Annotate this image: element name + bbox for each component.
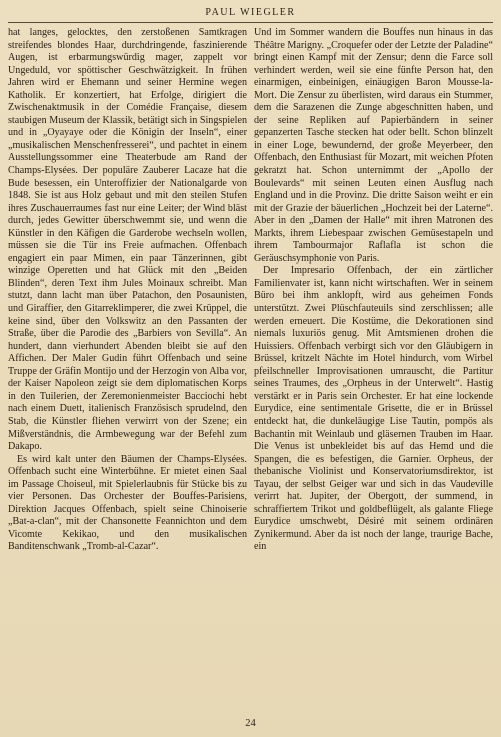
left-column: [8, 27, 247, 709]
paragraph: Es wird kalt unter den Bäumen der Champs-Elysées. Offenbach sucht eine Winterbühne. Er mietet einen Saal im Passage Choiseul, mit Spielerlaubnis für Stücke bis zu vier Personen. Das Orchester der Bouffes-Parisiens, Direktion Jacques Offenbach, spielt seine Chinoiserie „Bat-a-clan“, mit der Chansonette Feannichton und dem Vicomte Kekikao, und den musikalischen Banditenschwank „Tromb-al-Cazar“.: [8, 453, 247, 553]
right-column: [254, 27, 493, 709]
paragraph: Der Impresario Offenbach, der ein zärtlicher Familienvater ist, kann nicht wirtschaften. Wer in seinem Büro bei ihm anklopft, wird aus geheimen Fonds unterstützt. Zwei Plüschfauteuils sind zerschlissen; alle werden erneuert. Die Kostüme, die Dekorationen sind niemals luxuriös genug. Mit Amtsmienen drohen die Huissiers. Offenbach verbirgt sich vor den Gläubigern in Brüssel, kritzelt Nächte im Hotel hindurch, vom Wirbel pfeilschneller Improvisationen umrauscht, die Partitur seines Traumes, des „Orpheus in der Unterwelt“. Hastig verstärkt er in Paris sein Orchester. Er hat eine lockende Eurydice, eine sentimentale Grisette, die er in Brüssel entdeckt hat, die dunkeläugige Lise Tautin, pompös als Bachantin mit Weinlaub und gläsernen Trauben im Haar. Die Venus ist unbekleidet bis auf das Hemd und die Spangen, die es befestigen, die Garnier. Orpheus, der thebanische Violinist und Konservatoriumsdirektor, ist Tayau, der selbst Geiger war und sich in das Vaudeville verirrt hat. Jupiter, der Obergott, der summend, in schraffiertem Trikot und goldbeflügelt, als galante Fliege Eurydice umschwebt, Désiré mit seinem ordinären Zynikermund. Aber da ist noch der lange, traurige Bache, ein: [254, 265, 493, 553]
paragraph: Und im Sommer wandern die Bouffes nun hinaus in das Théâtre Marigny. „Croquefer oder der Letzte der Paladine“ bringt einen Kampf mit der Zensur; denn die Farce soll verhindert werden, weil sie eine fünfte Person hat, den einarmigen, einbeinigen, einäugigen Baron Mousse-la-Mort. Die Zensur zu überlisten, wird daraus ein Stummer, dem die Sarazenen die Zunge abgeschnitten haben, und der seine Repliken auf Papierbändern in seiner gepanzerten Tasche stecken hat oder bellt. Schon blinzelt in einer Loge, bewundernd, der große Meyerbeer, den Offenbach, den Enthusiast für Mozart, mit weichen Pfoten gekratzt hat. Schon unternimmt der „Apollo der Boulevards“ mit seinen Leuten einen Ausflug nach England und in die Provinz. Die dritte Saison weiht er ein mit der Grazie der bäuerlichen „Hochzeit bei der Laterne“. Aber in den „Damen der Halle“ mit ihren Matronen des Markts, ihrem Liebespaar zwischen Gemüsestapeln und ihrem Tambourmajor Raflafla ist schon die Geräuschsymphonie von Paris.: [254, 27, 493, 264]
paragraph: hat langes, gelocktes, den zerstoßenen Samtkragen streifendes blondes Haar, durchdringende, faszinierende Augen, ist erbarmungswürdig mager, zappelt vor Ungeduld, vor spöttischer Geschwätzigkeit. In frühen Jahren wird er Ehemann und seiner Hermine wegen Katholik. Er konzertiert, hat Erfolge, dirigiert die Zwischenaktmusik in der Comédie Française, diesem staubigen Museum der Klassik, betätigt sich in Singspielen und in „Oyayaye oder die Königin der Inseln“, einer „musikalischen Menschenfresserei“, und pachtet in einem Ausstellungssommer eine Theaterbude am Rand der Champs-Elysées. Der populäre Zauberer Lacaze hat die Bude besessen, ein Unteroffizier der Nationalgarde von 1848. Sie ist aus Holz gebaut und mit den steilen Stufen ihres Zuschauerraumes fast nur eine Leiter; der Wind bläst durch, jedes Gewitter überschwemmt sie, und wenn die Künstler in den Käfigen die Garderobe wechseln wollen, müssen sie die Tür ins Freie aufmachen. Offenbach engagiert ein paar Mimen, ein paar Tänzerinnen, gibt winzige Operetten und hat Glück mit den „Beiden Blinden“, deren Text ihm Jules Moinaux schreibt. Man stutzt, dann lacht man über Patachon, den Posaunisten, und Giraffier, den Gitarreklimperer, die zwei Krüppel, die keine sind, über den Volkswitz an den Passanten der Straße, über die Parodie des „Barbiers von Sevilla“. An hundert, dann vierhundert Abenden bleibt sie auf den Affichen. Der Maler Gudin führt Offenbach und seine Truppe der Gräfin Montijo und der Herzogin von Alba vor, der Kaiser Napoleon zeigt sie dem diplomatischen Korps in den Tuilerien, der Zeremonienmeister Bacciochi hebt nach einem Duett, italienisch Französisch sprudelnd, den Stab, die Künstler fliehen verwirrt von der Szene; ein Mißverständnis, die Armbewegung war der Befehl zum Dakapo.: [8, 27, 247, 453]
header-rule: [8, 22, 493, 23]
page-number: 24: [245, 718, 256, 729]
running-head: PAUL WIEGLER: [205, 7, 296, 18]
text-columns: [8, 27, 493, 709]
